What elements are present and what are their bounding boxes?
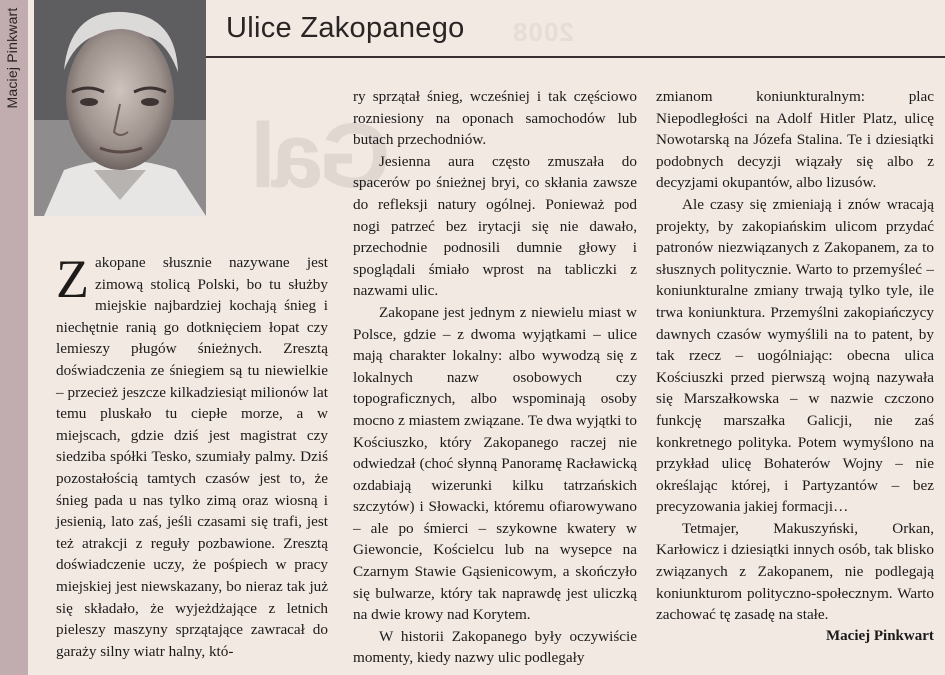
author-photo — [34, 0, 206, 216]
article-column-1 — [56, 249, 328, 662]
bleed-through-year: 2008 — [512, 17, 574, 47]
author-signature: Maciej Pinkwart — [826, 628, 934, 644]
column-2-paragraph-3: Zakopane jest jednym z niewielu miast w Polsce, gdzie – z dwoma wyjątkami – ulice mają charakter lokalny: albo wywodzą się z lokalnych nazw osobowych czy topograficznych, albo wspominają osoby mocno z miastem związane. Te dwa wyjątki to Kościuszko, który Zakopanego raczej nie odwiedzał (choć słynną Panoramę Racławicką ozdabiają wizerunki kilku tatrzańskich szczytów) i Słowacki, któremu ofiarowywano – ale po śmierci – szykowne kwatery w Giewoncie, Kościelcu lub na wysepce na Czarnym Stawie Gąsienicowym, a skończyło się bulwarze, który tak naprawdę jest uliczką na dwie krowy nad Korytem. — [353, 303, 637, 624]
column-2-paragraph-4: W historii Zakopanego były oczywiście momenty, kiedy nazwy ulic podlegały — [353, 627, 637, 667]
bleed-through-letters: Gal — [254, 105, 391, 207]
column-3-paragraph-3: Tetmajer, Makuszyński, Orkan, Karłowicz i dziesiątki innych osób, tak blisko związanych z Zakopanem, nie podlegają koniunkturom polityczno-społecznym. Warto zachować tę zasadę na stałe. — [656, 519, 934, 624]
column-1-paragraph — [56, 249, 328, 662]
article-column-2 — [353, 86, 637, 669]
article-title: Ulice Zakopanego — [226, 12, 465, 44]
drop-cap: Z — [56, 249, 89, 309]
column-3-paragraph-2: Ale czasy się zmieniają i znów wracają projekty, by zakopiańskim ulicom przydać patronów niezwiązanych z Zakopanem, za to słusznych politycznie. Warto to przemyśleć – koniunkturalne zmiany trwają tylko tyle, ile trwa koniunktura. Przemyślni zakopiańczycy dawnych czasów wymyślili na to patent, by tak rzecz – uogólniając: obecna ulica Kościuszki przed pierwszą wojną nazywała się Marszałkowska – w nazwie czczono funkcję marszałka Galicji, nie zaś konkretnego polityka. Potem wymyślono na przykład ulicę Bohaterów Wojny – nie określając której, i Partyzantów – bez precyzowania jakiej formacji… — [656, 195, 934, 516]
side-strip — [0, 0, 28, 675]
title-rule — [206, 56, 945, 58]
column-2-paragraph-2: Jesienna aura często zmuszała do spacerów po śnieżnej bryi, co skłania zawsze do refleksji natury ogólnej. Ponieważ pod nogi patrzeć bez irytacji się nie dawało, przechodnie podnosili dumnie głowy i spoglądali śmiało wprost na tabliczki z nazwami ulic. — [353, 152, 637, 300]
author-portrait-illustration — [34, 0, 206, 216]
paragraph-text: akopane słusznie nazywane jest zimową stolicą Polski, bo tu służby miejskie najbardziej kochają śnieg i niechętnie ranią go dotknięciem łopat czy lemieszy pługów śnieżnych. Zresztą doświadczenia ze śniegiem są tu niewielkie – przecież jeszcze kilkadziesiąt milionów lat temu pluskało tu ciepłe morze, a w miejscach, gdzie dziś jest magistrat czy siedziba spółki Tesko, szumiały palmy. Dziś pozostałością tamtych czasów jest to, że śnieg pada u nas tylko zimą oraz wiosną i jesienią, lato zaś, jeśli czasami się trafi, jest też atrakcji z reguły pozbawione. Zresztą doświadczenie uczy, że pośpiech w pracy miejskiej jest niewskazany, bo nieraz tak już się składało, że wyjeżdżające z letnich pieleszy maszyny sprzątające zawracał do garaży silny wiatr halny, któ- — [56, 254, 328, 660]
column-3-paragraph-1: zmianom koniunkturalnym: plac Niepodległości na Adolf Hitler Platz, ulicę Nowotarską na Józefa Stalina. Te i dziesiątki podobnych decyzji wiązały się albo z decyzjami okupantów, albo lizusów. — [656, 88, 934, 192]
side-author-name: Maciej Pinkwart — [4, 7, 20, 109]
column-2-paragraph-1: ry sprzątał śnieg, wcześniej i tak częściowo rozniesiony na oponach samochodów lub butach przechodniów. — [353, 88, 637, 149]
article-column-3 — [656, 86, 934, 626]
